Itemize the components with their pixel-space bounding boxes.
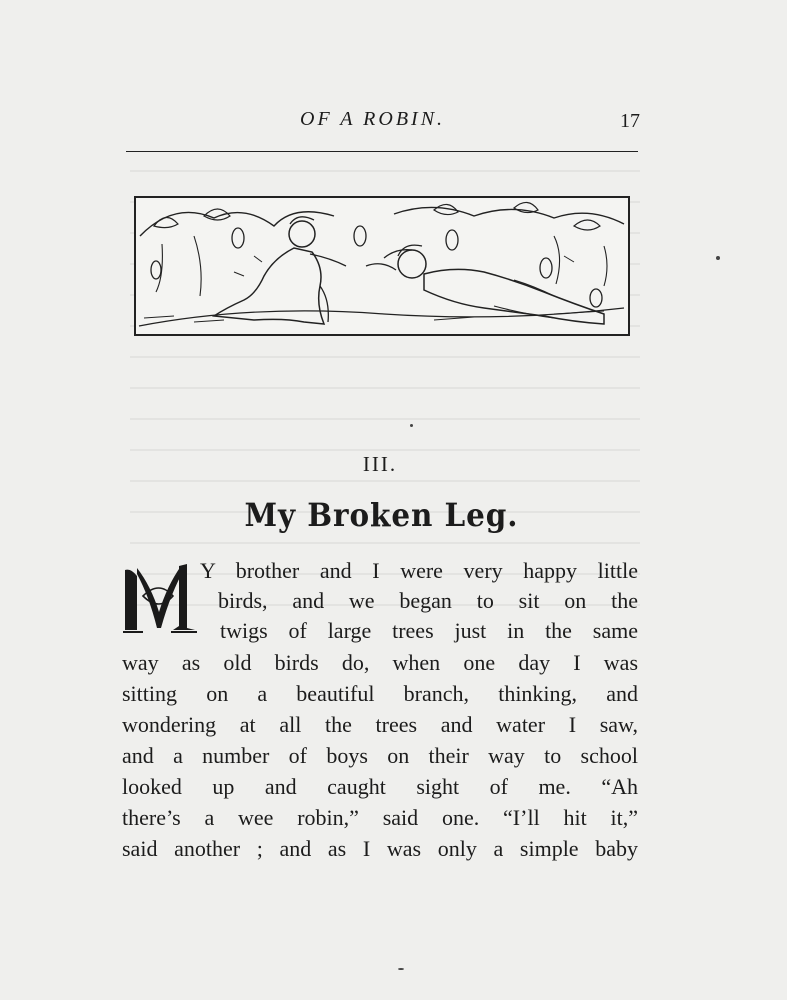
page-number: 17 xyxy=(620,110,640,132)
body-line-9: there’s a wee robin,” said one. “I’ll hit it,” xyxy=(122,805,638,830)
paper-speck xyxy=(398,968,404,970)
chapter-title: My Broken Leg. xyxy=(244,496,519,534)
body-line-7: and a number of boys on their way to school xyxy=(122,743,638,768)
body-line-3: twigs of large trees just in the same xyxy=(220,618,638,643)
cherubs-illustration xyxy=(134,196,630,336)
header-rule xyxy=(126,151,638,152)
body-line-6: wondering at all the trees and water I saw, xyxy=(122,712,638,737)
running-head: OF A ROBIN. xyxy=(300,108,446,130)
body-line-2: birds, and we began to sit on the xyxy=(218,588,638,613)
paper-speck xyxy=(716,256,720,260)
drop-cap-letter xyxy=(121,556,197,636)
body-line-5: sitting on a beautiful branch, thinking, and xyxy=(122,681,638,706)
paper-speck xyxy=(410,424,413,427)
body-line-4: way as old birds do, when one day I was xyxy=(122,650,638,675)
chapter-number: III. xyxy=(362,452,398,476)
body-line-8: looked up and caught sight of me. “Ah xyxy=(122,774,638,799)
body-line-10: said another ; and as I was only a simple baby xyxy=(122,836,638,861)
body-line-1: Y brother and I were very happy little xyxy=(200,558,638,583)
